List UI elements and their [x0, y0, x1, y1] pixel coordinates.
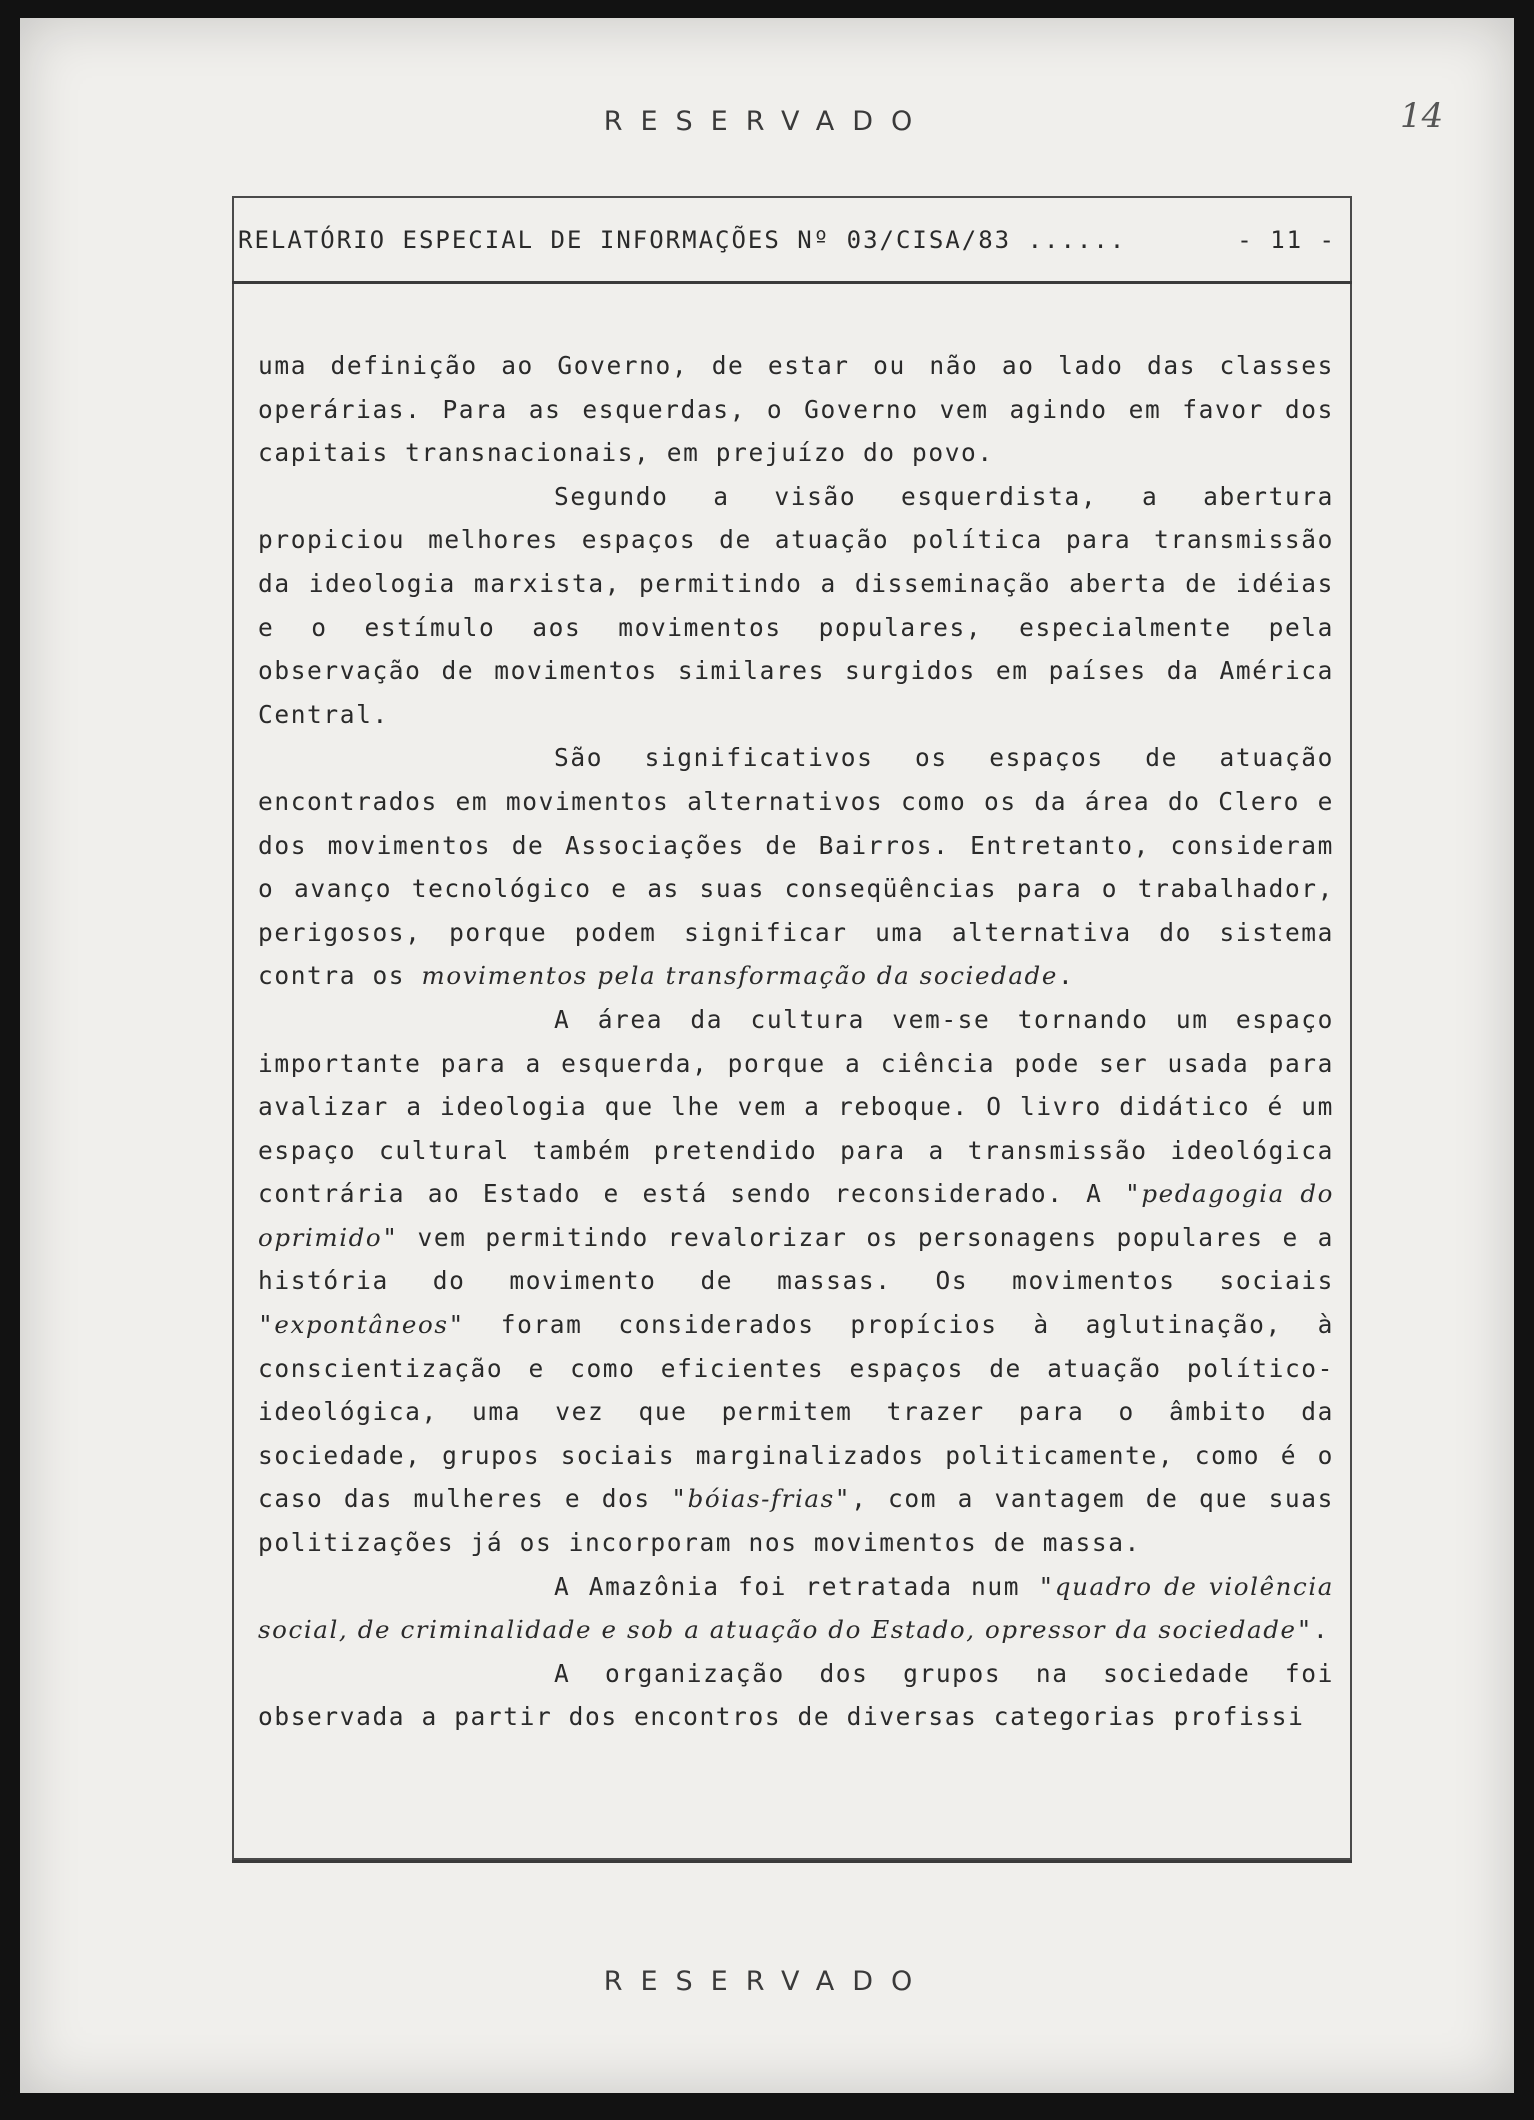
paragraph-6: A organização dos grupos na sociedade foi observada a partir dos encontros de diversas categorias profissi: [258, 1658, 1334, 1732]
paragraph-4-text-a: A área da cultura vem-se tornando um espaço importante para a esquerda, porque a ciência pode ser usada para avalizar a ideologia que lhe vem a reboque. O livro didático é um espaço cultural também pretendido para a transmissão ideológica contrária ao Estado e está sendo reconsiderado. A ": [258, 1004, 1334, 1209]
report-header: [232, 196, 1352, 284]
paragraph-5-text-b: ".: [1296, 1615, 1330, 1645]
paragraph-4: [258, 998, 1334, 1565]
document-body: [258, 344, 1334, 1739]
paragraph-5-italic: quadro de violência social, de criminalidade e sob a atuação do Estado, opressor da sociedade: [258, 1571, 1335, 1645]
paragraph-4-text-d: ", com a vantagem de que suas politizações já os incorporam nos movimentos de massa.: [258, 1484, 1334, 1558]
paragraph-5: [258, 1565, 1334, 1652]
paragraph-1: uma definição ao Governo, de estar ou não ao lado das classes operárias. Para as esquerdas, o Governo vem agindo em favor dos capitais transnacionais, em prejuízo do povo.: [258, 351, 1334, 468]
paragraph-3: [258, 736, 1334, 998]
paragraph-2: Segundo a visão esquerdista, a abertura propiciou melhores espaços de atuação política para transmissão da ideologia marxista, permitindo a disseminação aberta de idéias e o estímulo aos movimentos populares, especialmente pela observação de movimentos similares surgidos em países da América Central.: [258, 481, 1334, 729]
paragraph-4-text-b: " vem permitindo revalorizar os personagens populares e a história do movimento de massas. Os movimentos sociais ": [258, 1222, 1334, 1340]
folio-number: 14: [1400, 96, 1444, 136]
classification-top: RESERVADO: [603, 106, 931, 137]
paragraph-3-text: São significativos os espaços de atuação encontrados em movimentos alternativos como os da área do Clero e dos movimentos de Associações de Bairros. Entretanto, consideram o avanço tecnológico e as suas conseqüências para o trabalhador, perigosos, porque podem significar uma alternativa do sistema contra os: [258, 743, 1334, 991]
paragraph-4-italic-1: pedagogia do oprimido: [258, 1179, 1334, 1252]
classification-bottom: RESERVADO: [603, 1966, 931, 1997]
page-number: - 11 -: [1237, 226, 1336, 254]
paragraph-3-end: .: [1057, 961, 1075, 991]
paragraph-4-italic-2: expontâneos: [274, 1310, 449, 1340]
paragraph-4-italic-3: bóias-frias: [687, 1484, 835, 1514]
paragraph-5-text-a: A Amazônia foi retratada num ": [554, 1571, 1055, 1601]
footer-rule: [232, 1860, 1352, 1863]
report-reference: RELATÓRIO ESPECIAL DE INFORMAÇÕES Nº 03/CISA/83 ......: [238, 226, 1127, 254]
paragraph-4-text-c: " foram considerados propícios à aglutinação, à conscientização e como eficientes espaços de atuação político-ideológica, uma vez que permitem trazer para o âmbito da sociedade, grupos sociais marginalizados politicamente, como é o caso das mulheres e dos ": [258, 1310, 1334, 1514]
paragraph-3-italic: movimentos pela transformação da sociedade: [421, 961, 1058, 991]
